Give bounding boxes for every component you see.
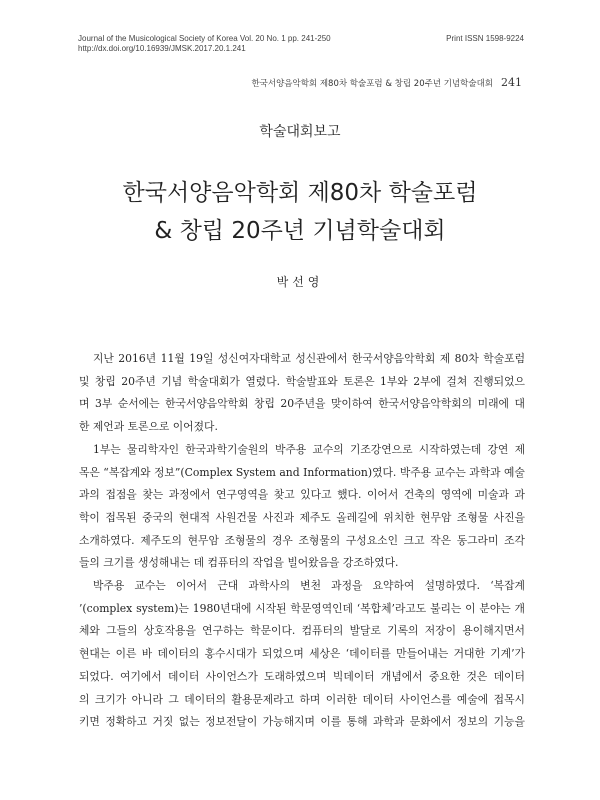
journal-citation-line: Journal of the Musicological Society of Korea Vol. 20 No. 1 pp. 241-250 xyxy=(78,34,331,43)
body-line: 소개하였다. 제주도의 현무암 조형물의 경우 조형물의 구성요소인 크고 작은 동그라미 조각 xyxy=(79,533,525,547)
journal-citation xyxy=(78,34,331,54)
body-text xyxy=(79,348,525,734)
doi-link[interactable]: http://dx.doi.org/10.16939/JMSK.2017.20.1.241 xyxy=(78,44,246,53)
running-head xyxy=(251,76,522,89)
body-line: 학이 접목된 중국의 현대적 사원건물 사진과 제주도 올레길에 위치한 현무암 조형물 사진을 xyxy=(79,510,525,524)
body-line: 한 제언과 토론으로 이어졌다. xyxy=(79,420,218,434)
page-number: 241 xyxy=(501,76,522,89)
body-line: 1부는 물리학자인 한국과학기술원의 박주용 교수의 기조강연으로 시작하였는데 강연 제 xyxy=(93,442,525,456)
body-line: 체와 그들의 상호작용을 연구하는 학문이다. 컴퓨터의 발달로 기록의 저장이 용이해지면서 xyxy=(79,624,525,638)
body-line: 되었다. 여기에서 데이터 사이언스가 도래하였으며 빅데이터 개념에서 중요한 것은 데이터 xyxy=(79,669,525,683)
body-line: 키면 정확하고 거짓 없는 정보전달이 가능해지며 이를 통해 과학과 문화에서 정보의 기능을 xyxy=(79,715,525,729)
body-line: ’(complex system)는 1980년대에 시작된 학문영역인데 ‘복합체’라고도 불리는 이 분야는 개 xyxy=(79,601,525,615)
body-line: 들의 크기를 생성해내는 데 컴퓨터의 작업을 빌어왔음을 강조하였다. xyxy=(79,556,399,570)
body-line: 지난 2016년 11월 19일 성신여자대학교 성신관에서 한국서양음악학회 제 80차 학술포럼 xyxy=(93,352,525,365)
body-line: 며 3부 순서에는 한국서양음악학회 창립 20주년을 맞이하여 한국서양음악학회의 미래에 대 xyxy=(79,397,525,411)
body-line: 박주용 교수는 이어서 근대 과학사의 변천 과정을 요약하여 설명하였다. ‘복잡계 xyxy=(93,579,525,593)
body-line: 과의 접점을 찾는 과정에서 연구영역을 찾고 있다고 했다. 이어서 건축의 영역에 미술과 과 xyxy=(79,488,525,502)
body-line: 및 창립 20주년 기념 학술대회가 열렸다. 학술발표와 토론은 1부와 2부에 걸쳐 진행되었으 xyxy=(79,374,525,388)
body-line: 현대는 이른 바 데이터의 홍수시대가 되었으며 세상은 ‘데이터를 만들어내는 거대한 기계’가 xyxy=(79,647,525,661)
article-title xyxy=(0,174,600,250)
title-line: 한국서양음악학회 제80차 학술포럼 xyxy=(122,180,478,206)
section-label: 학술대회보고 xyxy=(259,124,341,140)
issn-label: Print ISSN 1598-9224 xyxy=(446,34,524,43)
body-line: 의 크기가 아니라 그 데이터의 활용문제라고 하며 이러한 데이터 사이언스를 예술에 접목시 xyxy=(79,692,525,706)
running-head-text: 한국서양음악학회 제80차 학술포럼 & 창립 20주년 기념학술대회 xyxy=(251,79,493,89)
author-name: 박선영 xyxy=(276,275,324,289)
title-line: & 창립 20주년 기념학술대회 xyxy=(154,218,446,244)
body-line: 목은 “복잡계와 정보”(Complex System and Information)였다. 박주용 교수는 과학과 예술 xyxy=(79,465,525,479)
